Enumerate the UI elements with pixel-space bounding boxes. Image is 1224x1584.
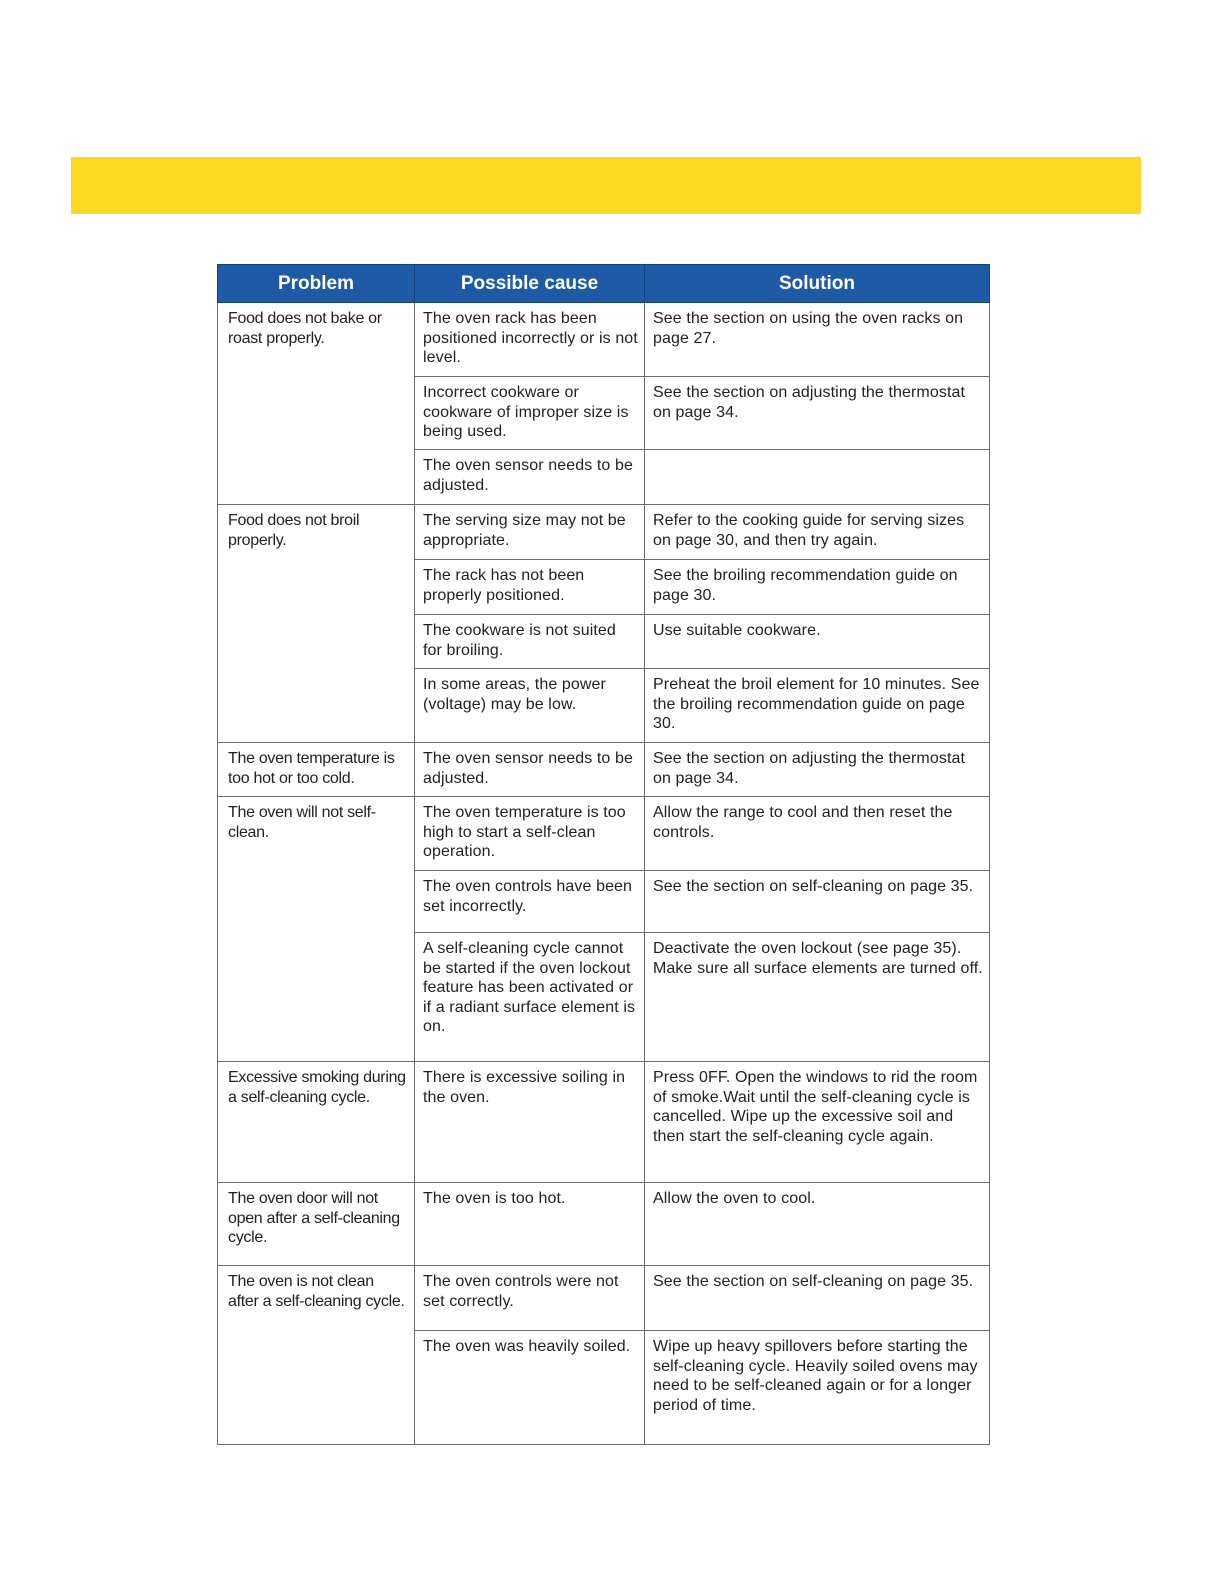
troubleshooting-table <box>217 264 990 1445</box>
solution-cell: See the section on adjusting the thermostat on page 34. <box>645 743 990 797</box>
cause-cell: The oven temperature is too high to start a self-clean operation. <box>415 797 645 871</box>
table-row <box>218 797 990 871</box>
table-row <box>218 1266 990 1331</box>
problem-cell: Excessive smoking during a self-cleaning cycle. <box>218 1062 415 1183</box>
table-row <box>218 1062 990 1183</box>
table-row <box>218 743 990 797</box>
problem-cell: The oven is not clean after a self-cleaning cycle. <box>218 1266 415 1445</box>
solution-cell: See the section on using the oven racks on page 27. <box>645 303 990 377</box>
solution-cell: See the broiling recommendation guide on page 30. <box>645 560 990 615</box>
solution-cell: Use suitable cookware. <box>645 615 990 669</box>
solution-cell: See the section on self-cleaning on page 35. <box>645 1266 990 1331</box>
problem-cell: Food does not broil properly. <box>218 505 415 743</box>
cause-cell: The oven sensor needs to be adjusted. <box>415 450 645 505</box>
solution-cell: Deactivate the oven lockout (see page 35). Make sure all surface elements are turned off. <box>645 933 990 1062</box>
solution-cell: Wipe up heavy spillovers before starting the self-cleaning cycle. Heavily soiled ovens may need to be self-cleaned again or for a longer period of time. <box>645 1331 990 1445</box>
cause-cell: The rack has not been properly positioned. <box>415 560 645 615</box>
cause-cell: The serving size may not be appropriate. <box>415 505 645 560</box>
cause-cell: The oven rack has been positioned incorrectly or is not level. <box>415 303 645 377</box>
table-row <box>218 1183 990 1266</box>
cause-cell: Incorrect cookware or cookware of improper size is being used. <box>415 377 645 450</box>
column-header-problem: Problem <box>218 265 415 303</box>
solution-cell: See the section on adjusting the thermostat on page 34. <box>645 377 990 450</box>
cause-cell: A self-cleaning cycle cannot be started if the oven lockout feature has been activated or if a radiant surface element is on. <box>415 933 645 1062</box>
solution-cell <box>645 450 990 505</box>
section-banner <box>71 157 1141 214</box>
cause-cell: The cookware is not suited for broiling. <box>415 615 645 669</box>
cause-cell: The oven controls were not set correctly. <box>415 1266 645 1331</box>
column-header-cause: Possible cause <box>415 265 645 303</box>
cause-cell: There is excessive soiling in the oven. <box>415 1062 645 1183</box>
cause-cell: The oven sensor needs to be adjusted. <box>415 743 645 797</box>
problem-cell: The oven temperature is too hot or too cold. <box>218 743 415 797</box>
table-header-row <box>218 265 990 303</box>
problem-cell: The oven will not self-clean. <box>218 797 415 1062</box>
cause-cell: The oven is too hot. <box>415 1183 645 1266</box>
table-row <box>218 505 990 560</box>
problem-cell: Food does not bake or roast properly. <box>218 303 415 505</box>
solution-cell: Preheat the broil element for 10 minutes. See the broiling recommendation guide on page 30. <box>645 669 990 743</box>
column-header-solution: Solution <box>645 265 990 303</box>
solution-cell: See the section on self-cleaning on page 35. <box>645 871 990 933</box>
solution-cell: Press 0FF. Open the windows to rid the room of smoke.Wait until the self-cleaning cycle is cancelled. Wipe up the excessive soil and then start the self-cleaning cycle again. <box>645 1062 990 1183</box>
solution-cell: Allow the range to cool and then reset the controls. <box>645 797 990 871</box>
cause-cell: The oven controls have been set incorrectly. <box>415 871 645 933</box>
cause-cell: The oven was heavily soiled. <box>415 1331 645 1445</box>
solution-cell: Allow the oven to cool. <box>645 1183 990 1266</box>
cause-cell: In some areas, the power (voltage) may be low. <box>415 669 645 743</box>
solution-cell: Refer to the cooking guide for serving sizes on page 30, and then try again. <box>645 505 990 560</box>
problem-cell: The oven door will not open after a self-cleaning cycle. <box>218 1183 415 1266</box>
table-row <box>218 303 990 377</box>
